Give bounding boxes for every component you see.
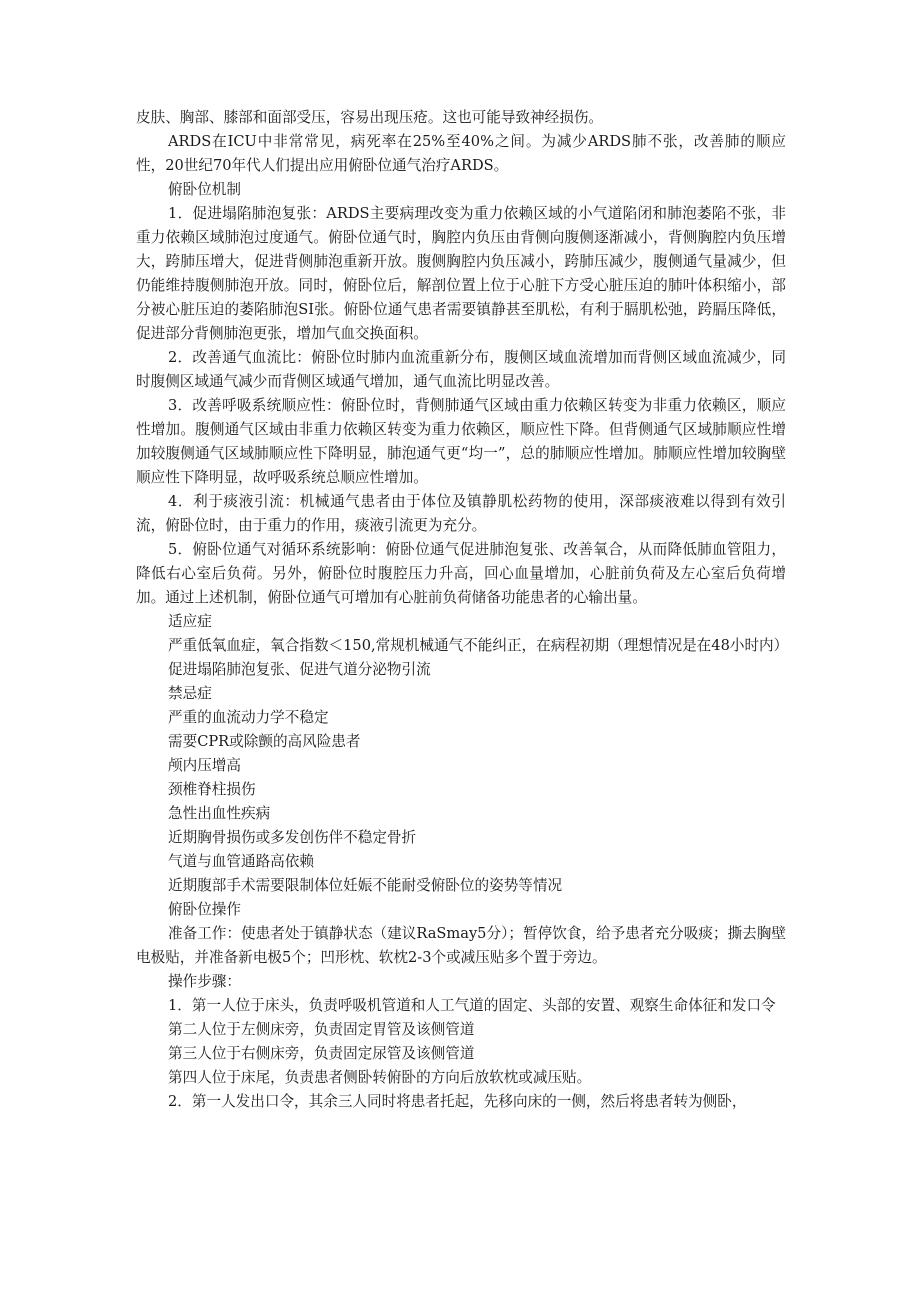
document-page: [136, 106, 789, 1114]
indication-item: 促进塌陷肺泡复张、促进气道分泌物引流: [168, 661, 431, 678]
step-item: 2．第一人发出口令，其余三人同时将患者托起，先移向床的一侧，然后将患者转为侧卧，: [168, 1093, 747, 1110]
heading-indications: 适应症: [168, 613, 212, 630]
paragraph-mechanism-2: 2．改善通气血流比：俯卧位时肺内血流重新分布，腹侧区域血流增加而背侧区域血流减少，同时腹侧区域通气减少而背侧区域通气增加，通气血流比明显改善。: [136, 349, 786, 390]
paragraph-preparation: 准备工作：使患者处于镇静状态（建议RaSmay5分）；暂停饮食，给予患者充分吸痰；撕去胸壁电极贴，并准备新电极5个；凹形枕、软枕2-3个或减压贴多个置于旁边。: [136, 925, 786, 966]
heading-prone-mechanism: 俯卧位机制: [168, 181, 241, 198]
heading-steps: 操作步骤：: [168, 973, 241, 990]
step-item: 第二人位于左侧床旁，负责固定胃管及该侧管道: [168, 1021, 475, 1038]
paragraph-ards-intro: ARDS在ICU中非常常见，病死率在25%至40%之间。为减少ARDS肺不张，改善肺的顺应性，20世纪70年代人们提出应用俯卧位通气治疗ARDS。: [136, 133, 786, 174]
indication-item: 严重低氧血症，氧合指数＜150,常规机械通气不能纠正，在病程初期（理想情况是在48小时内）: [168, 637, 789, 654]
contraindication-item: 颅内压增高: [168, 757, 241, 774]
contraindication-item: 急性出血性疾病: [168, 805, 271, 822]
paragraph-mechanism-1: 1．促进塌陷肺泡复张：ARDS主要病理改变为重力依赖区域的小气道陷闭和肺泡萎陷不张，非重力依赖区域肺泡过度通气。俯卧位通气时，胸腔内负压由背侧向腹侧逐渐减小，背侧胸腔内负压增大，跨肺压增大，促进背侧肺泡重新开放。腹侧胸腔内负压减小，跨肺压减少，腹侧通气量减少，但仍能维持腹侧肺泡开放。同时，俯卧位后，解剖位置上位于心脏下方受心脏压迫的肺叶体积缩小，部分被心脏压迫的萎陷肺泡SI张。俯卧位通气患者需要镇静甚至肌松，有利于膈肌松弛，跨膈压降低，促进部分背侧肺泡更张，增加气血交换面积。: [136, 205, 786, 342]
step-item: 第三人位于右侧床旁，负责固定尿管及该侧管道: [168, 1045, 475, 1062]
contraindication-item: 颈椎脊柱损伤: [168, 781, 256, 798]
paragraph-pressure-sores: 皮肤、胸部、膝部和面部受压，容易出现压疮。这也可能导致神经损伤。: [136, 109, 604, 126]
contraindication-item: 严重的血流动力学不稳定: [168, 709, 329, 726]
step-item: 第四人位于床尾，负责患者侧卧转俯卧的方向后放软枕或减压贴。: [168, 1069, 592, 1086]
contraindication-item: 近期腹部手术需要限制体位妊娠不能耐受俯卧位的姿势等情况: [168, 877, 563, 894]
paragraph-mechanism-3: 3．改善呼吸系统顺应性：俯卧位时，背侧肺通气区域由重力依赖区转变为非重力依赖区，顺应性增加。腹侧通气区域由非重力依赖区转变为重力依赖区，顺应性下降。但背侧通气区域肺顺应性增加较腹侧通气区域肺顺应性下降明显，肺泡通气更“均一”，总的肺顺应性增加。肺顺应性增加较胸壁顺应性下降明显，故呼吸系统总顺应性增加。: [136, 397, 786, 486]
contraindication-item: 气道与血管通路高依赖: [168, 853, 314, 870]
heading-contraindications: 禁忌症: [168, 685, 212, 702]
heading-prone-operation: 俯卧位操作: [168, 901, 241, 918]
contraindication-item: 近期胸骨损伤或多发创伤伴不稳定骨折: [168, 829, 417, 846]
paragraph-mechanism-5: 5．俯卧位通气对循环系统影响：俯卧位通气促进肺泡复张、改善氧合，从而降低肺血管阻力，降低右心室后负荷。另外，俯卧位时腹腔压力升高，回心血量增加，心脏前负荷及左心室后负荷增加。通过上述机制，俯卧位通气可增加有心脏前负荷储备功能患者的心输出量。: [136, 541, 786, 606]
step-item: 1．第一人位于床头，负责呼吸机管道和人工气道的固定、头部的安置、观察生命体征和发口令: [168, 997, 776, 1014]
contraindication-item: 需要CPR或除颤的高风险患者: [168, 733, 361, 750]
paragraph-mechanism-4: 4．利于痰液引流：机械通气患者由于体位及镇静肌松药物的使用，深部痰液难以得到有效引流，俯卧位时，由于重力的作用，痰液引流更为充分。: [136, 493, 786, 534]
